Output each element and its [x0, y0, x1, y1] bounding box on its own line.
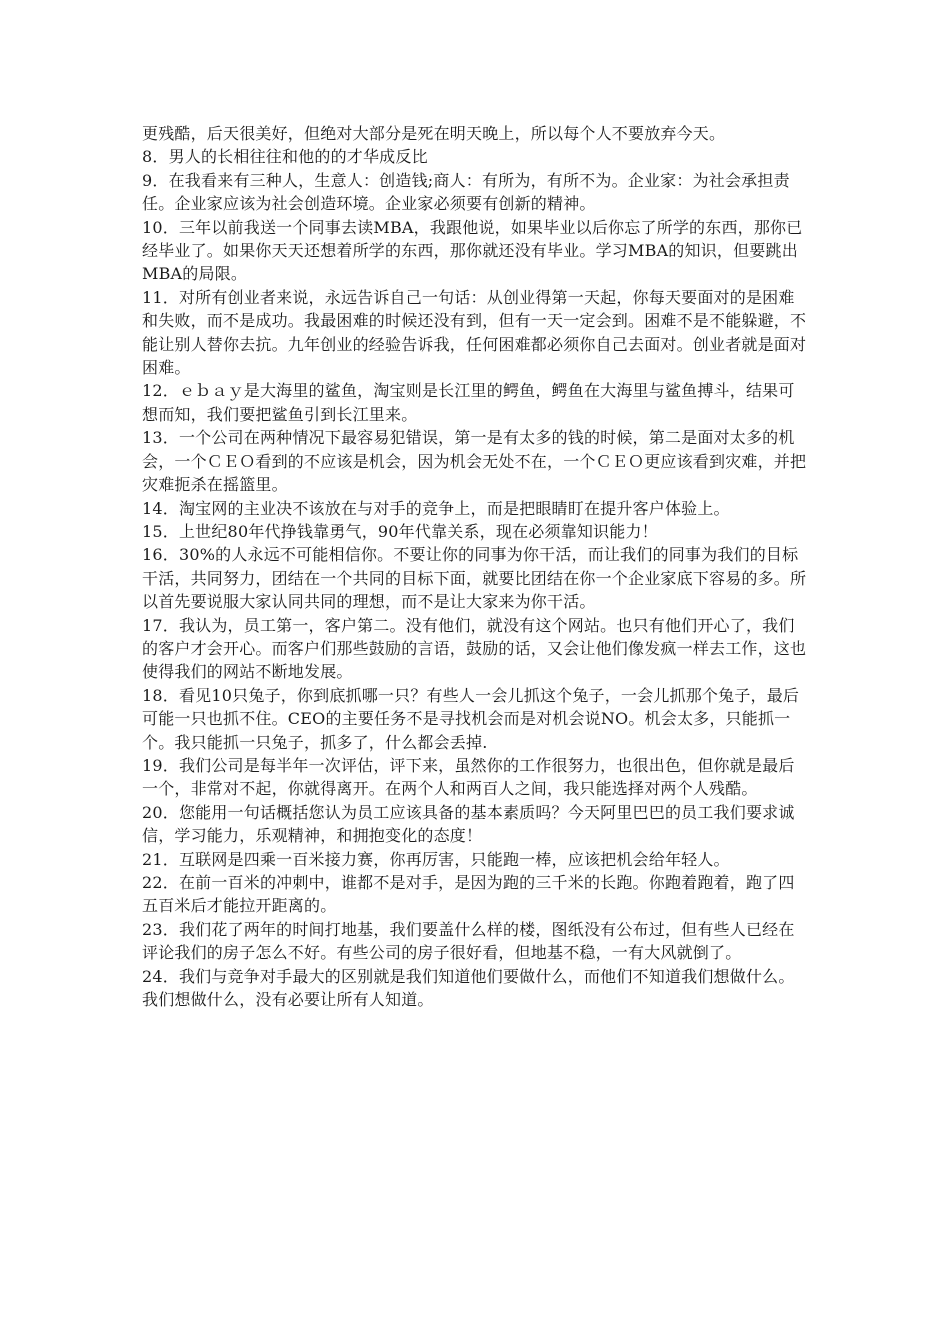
paragraph-item-17: 17．我认为，员工第一，客户第二。没有他们，就没有这个网站。也只有他们开心了，我们的客户才会开心。而客户们那些鼓励的言语，鼓励的话，又会让他们像发疯一样去工作，这也使得我们的网站不断地发展。: [142, 615, 807, 682]
document-page: [142, 122, 810, 1011]
paragraph-item-20: 20．您能用一句话概括您认为员工应该具备的基本素质吗？今天阿里巴巴的员工我们要求诚信，学习能力，乐观精神，和拥抱变化的态度！: [142, 802, 795, 846]
paragraph-item-9: 9．在我看来有三种人，生意人：创造钱;商人：有所为，有所不为。企业家：为社会承担责任。企业家应该为社会创造环境。企业家必须要有创新的精神。: [142, 170, 790, 214]
paragraph-item-14: 14．淘宝网的主业决不该放在与对手的竞争上，而是把眼睛盯在提升客户体验上。: [142, 498, 730, 518]
paragraph-item-8: 8．男人的长相往往和他的的才华成反比: [142, 147, 428, 167]
paragraph-item-13: 13．一个公司在两种情况下最容易犯错误，第一是有太多的钱的时候，第二是面对太多的机会，一个ＣＥＯ看到的不应该是机会，因为机会无处不在，一个ＣＥＯ更应该看到灾难，并把灾难扼杀在摇篮里。: [142, 428, 807, 495]
paragraph-item-23: 23．我们花了两年的时间打地基，我们要盖什么样的楼，图纸没有公布过，但有些人已经在评论我们的房子怎么不好。有些公司的房子很好看，但地基不稳，一有大风就倒了。: [142, 919, 795, 963]
paragraph-item-16: 16．30%的人永远不可能相信你。不要让你的同事为你干活，而让我们的同事为我们的目标干活，共同努力，团结在一个共同的目标下面，就要比团结在你一个企业家底下容易的多。所以首先要说服大家认同共同的理想，而不是让大家来为你干活。: [142, 545, 807, 612]
paragraph-item-19: 19．我们公司是每半年一次评估，评下来，虽然你的工作很努力，也很出色，但你就是最后一个，非常对不起，你就得离开。在两个人和两百人之间，我只能选择对两个人残酷。: [142, 755, 795, 799]
paragraph-item-21: 21．互联网是四乘一百米接力赛，你再厉害，只能跑一棒，应该把机会给年轻人。: [142, 849, 730, 869]
paragraph-item-24: 24．我们与竞争对手最大的区别就是我们知道他们要做什么，而他们不知道我们想做什么。我们想做什么，没有必要让所有人知道。: [142, 966, 795, 1010]
paragraph-continuation: 更残酷，后天很美好，但绝对大部分是死在明天晚上，所以每个人不要放弃今天。: [142, 124, 726, 143]
paragraph-item-11: 11．对所有创业者来说，永远告诉自己一句话：从创业得第一天起，你每天要面对的是困难和失败，而不是成功。我最困难的时候还没有到，但有一天一定会到。困难不是不能躲避，不能让别人替你去抗。九年创业的经验告诉我，任何困难都必须你自己去面对。创业者就是面对困难。: [142, 287, 807, 378]
paragraph-item-15: 15．上世纪80年代挣钱靠勇气，90年代靠关系，现在必须靠知识能力！: [142, 521, 658, 541]
paragraph-item-18: 18．看见10只兔子，你到底抓哪一只？有些人一会儿抓这个兔子，一会儿抓那个兔子，最后可能一只也抓不住。CEO的主要任务不是寻找机会而是对机会说NO。机会太多，只能抓一个。我只能抓一只兔子，抓多了，什么都会丢掉.: [142, 685, 800, 752]
paragraph-item-10: 10．三年以前我送一个同事去读MBA，我跟他说，如果毕业以后你忘了所学的东西，那你已经毕业了。如果你天天还想着所学的东西，那你就还没有毕业。学习MBA的知识，但要跳出MBA的局限。: [142, 217, 803, 284]
paragraph-item-22: 22．在前一百米的冲刺中，谁都不是对手，是因为跑的三千米的长跑。你跑着跑着，跑了四五百米后才能拉开距离的。: [142, 873, 795, 916]
paragraph-item-12: 12．ｅｂａｙ是大海里的鲨鱼，淘宝则是长江里的鳄鱼，鳄鱼在大海里与鲨鱼搏斗，结果可想而知，我们要把鲨鱼引到长江里来。: [142, 381, 795, 424]
